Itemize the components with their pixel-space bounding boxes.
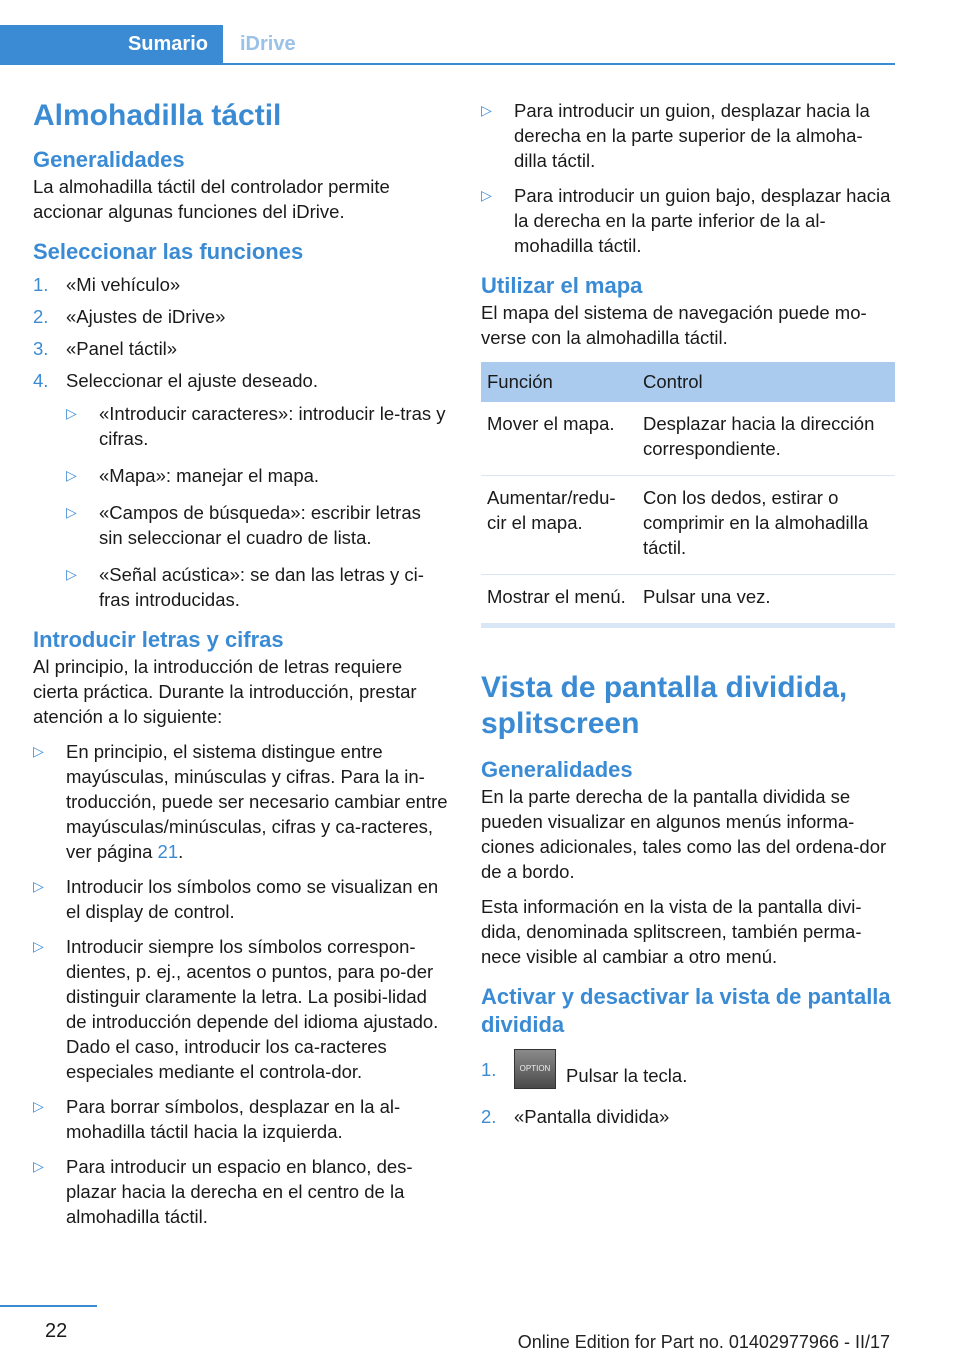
- list-item: ▷ Para borrar símbolos, desplazar en la al-mohadilla táctil hacia la izquierda.: [33, 1096, 401, 1142]
- triangle-bullet-icon: ▷: [66, 405, 77, 421]
- triangle-bullet-icon: ▷: [33, 938, 44, 954]
- triangle-bullet-icon: ▷: [66, 566, 77, 582]
- letters-heading: Introducir letras y cifras: [33, 627, 284, 652]
- list-item: ▷ Para introducir un guion bajo, desplazar hacia la derecha en la parte inferior de la al-mohadilla táctil.: [481, 185, 891, 256]
- triangle-bullet-icon: ▷: [481, 187, 492, 203]
- table-row: Aumentar/redu-cir el mapa. Con los dedos, estirar o comprimir en la almohadilla táctil.: [481, 476, 895, 575]
- letters-intro: Al principio, la introducción de letras requiere cierta práctica. Durante la introducción, prestar atención a lo siguiente:: [33, 656, 417, 727]
- list-item: ▷ «Señal acústica»: se dan las letras y ci-fras introducidas.: [66, 564, 424, 610]
- table-header-row: [481, 362, 895, 402]
- triangle-bullet-icon: ▷: [33, 878, 44, 894]
- tab-idrive[interactable]: iDrive: [240, 32, 296, 55]
- step-item: 3. «Panel táctil»: [33, 338, 178, 359]
- list-item: ▷ Introducir los símbolos como se visualizan en el display de control.: [33, 876, 439, 922]
- edition-note: Online Edition for Part no. 01402977966 - II/17: [517, 1332, 890, 1352]
- triangle-bullet-icon: ▷: [66, 467, 77, 483]
- list-item: ▷ «Mapa»: manejar el mapa.: [66, 465, 320, 486]
- triangle-bullet-icon: ▷: [33, 743, 44, 759]
- list-item: ▷ En principio, el sistema distingue entre mayúsculas, minúsculas y cifras. Para la in-troducción, puede ser necesario cambiar entre mayúsculas/minúsculas, cifras y ca-racteres, ver página 21.: [33, 741, 448, 862]
- page-header: [0, 25, 895, 65]
- step-item: 1. «Mi vehículo»: [33, 274, 181, 295]
- split-title: Vista de pantalla dividida, splitscreen: [481, 671, 848, 740]
- triangle-bullet-icon: ▷: [33, 1158, 44, 1174]
- select-heading: Seleccionar las funciones: [33, 239, 304, 264]
- page-link[interactable]: 21: [157, 841, 179, 862]
- select-steps: [33, 272, 448, 612]
- triangle-bullet-icon: ▷: [481, 102, 492, 118]
- setting-options: [66, 401, 448, 612]
- table-row: Mostrar el menú. Pulsar una vez.: [481, 575, 895, 626]
- column-header: Función: [481, 362, 637, 402]
- page-number: 22: [45, 1320, 68, 1342]
- general-text: La almohadilla táctil del controlador permite accionar algunas funciones del iDrive.: [33, 176, 390, 222]
- split-text-1: En la parte derecha de la pantalla dividida se pueden visualizar en algunos menús informa-ciones adicionales, tales como las del ordena-dor de a bordo.: [481, 786, 887, 882]
- split-general-heading: Generalidades: [481, 757, 633, 782]
- list-item: ▷ «Introducir caracteres»: introducir le-tras y cifras.: [66, 403, 446, 449]
- letters-tips-continued: [481, 98, 895, 258]
- list-item: ▷ Introducir siempre los símbolos correspon-dientes, p. ej., acentos o puntos, para po-der distinguir claramente la letra. La posibi-lidad de introducción depende del idioma ajustado. Dado el caso, introducir los ca-racteres especiales mediante el controla-dor.: [33, 936, 439, 1082]
- list-item: ▷ Para introducir un guion, desplazar hacia la derecha en la parte superior de la almoha-dilla táctil.: [481, 100, 870, 171]
- triangle-bullet-icon: ▷: [66, 504, 77, 520]
- general-heading: Generalidades: [33, 147, 185, 172]
- map-heading: Utilizar el mapa: [481, 273, 643, 298]
- activate-heading: Activar y desactivar la vista de pantalla dividida: [481, 984, 891, 1037]
- list-item: ▷ Para introducir un espacio en blanco, des-plazar hacia la derecha en el centro de la almohadilla táctil.: [33, 1156, 413, 1227]
- map-control-table: [481, 362, 895, 628]
- list-item: ▷ «Campos de búsqueda»: escribir letras sin seleccionar el cuadro de lista.: [66, 502, 421, 548]
- table-row: Mover el mapa. Desplazar hacia la dirección correspondiente.: [481, 402, 895, 476]
- split-text-2: Esta información en la vista de la pantalla divi-dida, denominada splitscreen, también perma-nece visible al cambiar a otro menú.: [481, 896, 862, 967]
- footer-divider: [0, 1305, 97, 1307]
- column-header: Control: [637, 362, 895, 402]
- step-item: 4. Seleccionar el ajuste deseado. ▷ «Introducir caracteres»: introducir le-tras y cifras. ▷ «Mapa»: manejar el mapa. ▷ «Campos de búsqueda»: escribir letras sin seleccionar el cuadro de lista. ▷ «Señal acústica»: se dan las letras y ci-fras introducidas.: [33, 368, 448, 612]
- tab-sumario[interactable]: Sumario: [0, 25, 223, 63]
- step-item: 2. «Pantalla dividida»: [481, 1106, 670, 1127]
- step-item: 1. OPTION Pulsar la tecla.: [481, 1057, 895, 1097]
- right-column: [481, 98, 895, 1136]
- section-title: Almohadilla táctil: [33, 99, 282, 132]
- step-item: 2. «Ajustes de iDrive»: [33, 306, 226, 327]
- option-key-icon: OPTION: [514, 1049, 556, 1089]
- map-text: El mapa del sistema de navegación puede mo-verse con la almohadilla táctil.: [481, 302, 867, 348]
- activate-steps: [481, 1057, 895, 1129]
- left-column: [33, 98, 448, 1239]
- letters-tips: [33, 739, 448, 1229]
- triangle-bullet-icon: ▷: [33, 1098, 44, 1114]
